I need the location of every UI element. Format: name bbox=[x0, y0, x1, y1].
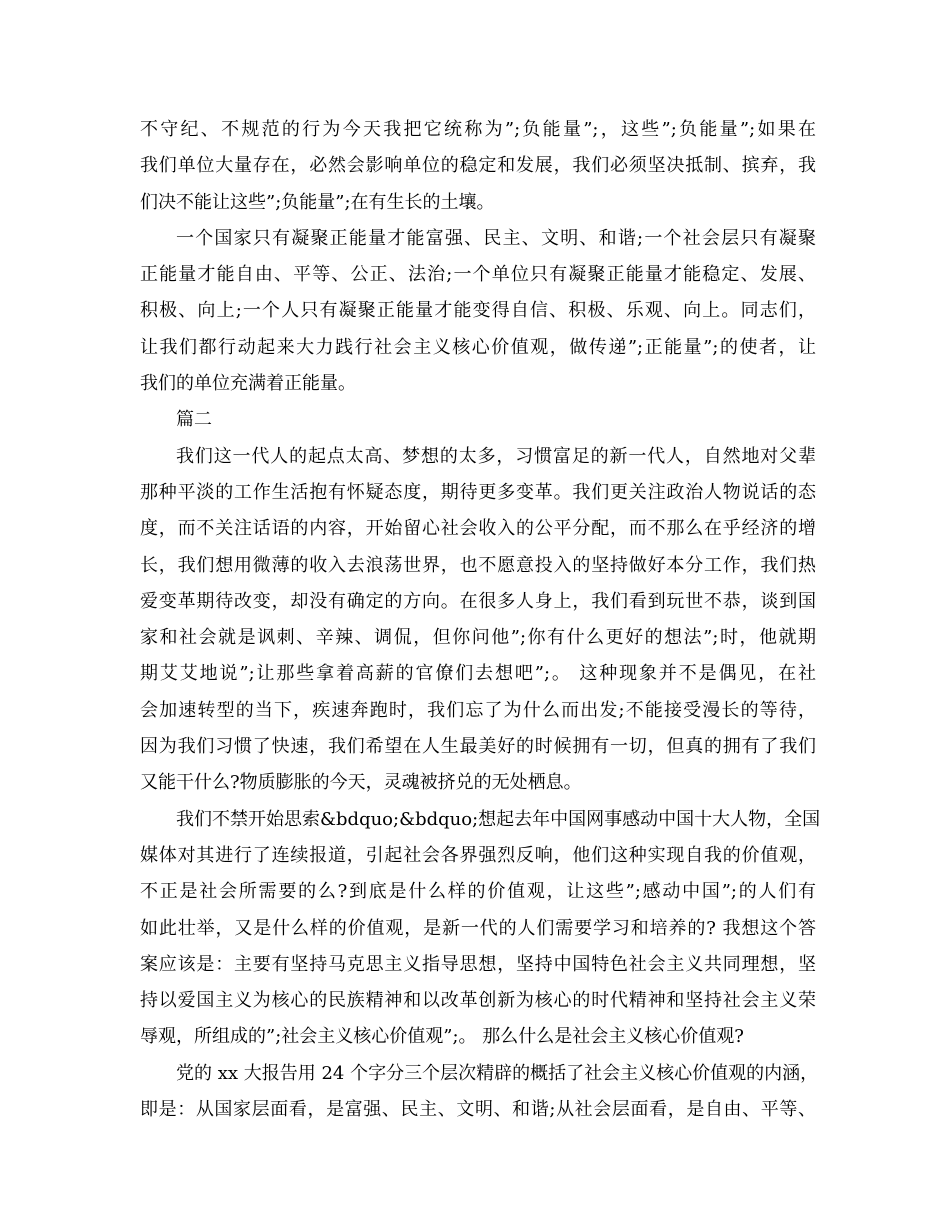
text-line: 不正是社会所需要的么?到底是什么样的价值观，让这些”;感动中国”;的人们有 bbox=[140, 881, 816, 903]
text-line: 持以爱国主义为核心的民族精神和以改革创新为核心的时代精神和坚持社会主义荣 bbox=[140, 990, 816, 1012]
text-line: 我们不禁开始思索&bdquo;&bdquo;想起去年中国网事感动中国十大人物，全国 bbox=[176, 808, 821, 830]
text-line: 辱观，所组成的”;社会主义核心价值观”;。 那么什么是社会主义核心价值观? bbox=[140, 1026, 744, 1048]
text-line: 案应该是：主要有坚持马克思主义指导思想，坚持中国特色社会主义共同理想，坚 bbox=[140, 953, 816, 975]
text-line: 度，而不关注话语的内容，开始留心社会收入的公平分配，而不那么在乎经济的增 bbox=[140, 518, 816, 540]
text-line: 我们的单位充满着正能量。 bbox=[140, 373, 356, 395]
text-line: 即是：从国家层面看，是富强、民主、文明、和谐;从社会层面看，是自由、平等、 bbox=[140, 1099, 816, 1121]
text-line: 会加速转型的当下，疾速奔跑时，我们忘了为什么而出发;不能接受漫长的等待， bbox=[140, 699, 816, 721]
text-line: 因为我们习惯了快速，我们希望在人生最美好的时候拥有一切，但真的拥有了我们 bbox=[140, 736, 816, 758]
text-line: 家和社会就是讽刺、辛辣、调侃，但你问他”;你有什么更好的想法”;时，他就期 bbox=[140, 627, 816, 649]
section-heading: 篇二 bbox=[176, 409, 212, 431]
text-line: 如此壮举，又是什么样的价值观，是新一代的人们需要学习和培养的? 我想这个答 bbox=[140, 917, 816, 939]
text-line: 不守纪、不规范的行为今天我把它统称为”;负能量”;，这些”;负能量”;如果在 bbox=[140, 119, 816, 140]
text-line: 长，我们想用微薄的收入去浪荡世界，也不愿意投入的坚持做好本分工作，我们热 bbox=[140, 554, 816, 576]
text-line: 期艾艾地说”;让那些拿着高薪的官僚们去想吧”;。 这种现象并不是偶见，在社 bbox=[140, 663, 816, 685]
text-line: 党的 xx 大报告用 24 个字分三个层次精辟的概括了社会主义核心价值观的内涵， bbox=[176, 1062, 819, 1084]
text-line: 又能干什么?物质膨胀的今天，灵魂被挤兑的无处栖息。 bbox=[140, 772, 582, 794]
text-line: 我们单位大量存在，必然会影响单位的稳定和发展，我们必须坚决抵制、摈弃，我 bbox=[140, 155, 816, 177]
text-line: 正能量才能自由、平等、公正、法治;一个单位只有凝聚正能量才能稳定、发展、 bbox=[140, 264, 816, 286]
text-line: 一个国家只有凝聚正能量才能富强、民主、文明、和谐;一个社会层只有凝聚 bbox=[176, 227, 816, 249]
text-line: 爱变革期待改变，却没有确定的方向。在很多人身上，我们看到玩世不恭，谈到国 bbox=[140, 590, 816, 612]
document-body bbox=[140, 112, 821, 1128]
text-line: 媒体对其进行了连续报道，引起社会各界强烈反响，他们这种实现自我的价值观， bbox=[140, 844, 816, 866]
text-line: 我们这一代人的起点太高、梦想的太多，习惯富足的新一代人，自然地对父辈 bbox=[176, 445, 816, 467]
text-line: 积极、向上;一个人只有凝聚正能量才能变得自信、积极、乐观、向上。同志们， bbox=[140, 300, 816, 322]
text-line: 让我们都行动起来大力践行社会主义核心价值观，做传递”;正能量”;的使者，让 bbox=[140, 336, 816, 358]
text-line: 们决不能让这些”;负能量”;在有生长的土壤。 bbox=[140, 191, 495, 213]
text-line: 那种平淡的工作生活抱有怀疑态度，期待更多变革。我们更关注政治人物说话的态 bbox=[140, 481, 816, 503]
